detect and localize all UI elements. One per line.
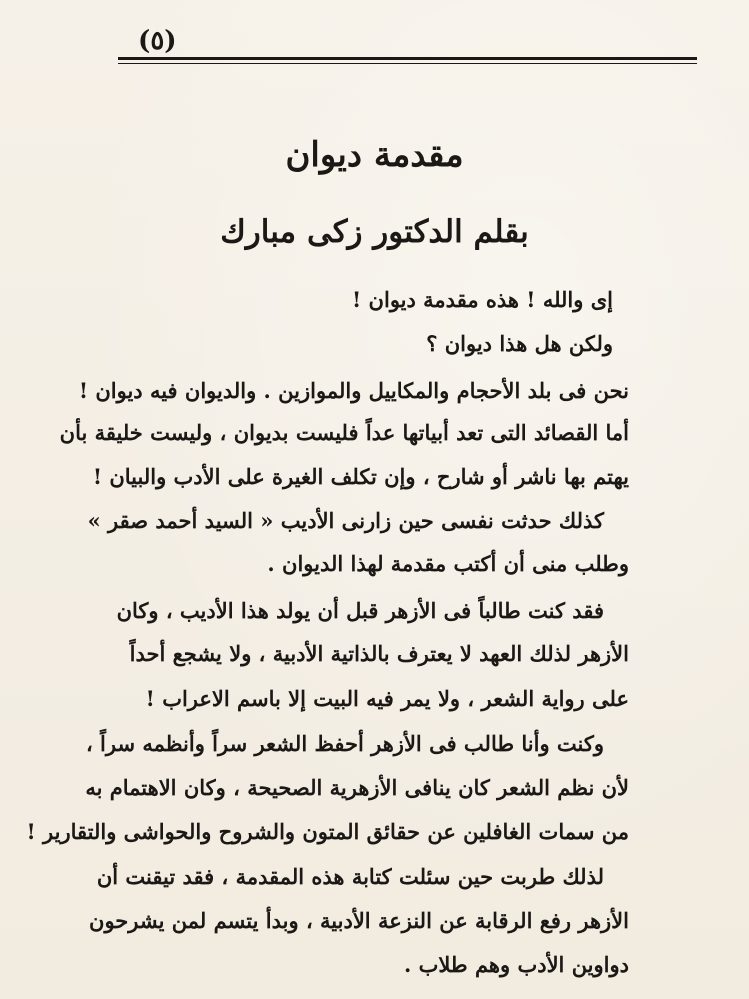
text-line: ولكن هل هذا ديوان ؟	[426, 331, 613, 356]
text-line: وطلب منى أن أكتب مقدمة لهذا الديوان .	[267, 551, 629, 576]
header-rule	[118, 57, 697, 60]
page-number: (٥)	[138, 26, 177, 56]
header-rule-thin	[118, 63, 697, 64]
author-line: بقلم الدكتور زكى مبارك	[220, 214, 529, 250]
text-line: الأزهر رفع الرقابة عن النزعة الأدبية ، وبدأ يتسم لمن يشرحون	[89, 908, 629, 933]
text-line: على رواية الشعر ، ولا يمر فيه البيت إلا باسم الاعراب !	[145, 686, 629, 711]
text-line: نحن فى بلد الأحجام والمكاييل والموازين . والديوان فيه ديوان !	[78, 378, 629, 403]
text-line: يهتم بها ناشر أو شارح ، وإن تكلف الغيرة على الأدب والبيان !	[92, 464, 629, 489]
text-line: لذلك طربت حين سئلت كتابة هذه المقدمة ، فقد تيقنت أن	[96, 864, 604, 889]
text-line: الأزهر لذلك العهد لا يعترف بالذاتية الأدبية ، ولا يشجع أحداً	[129, 641, 629, 666]
text-line: وكنت وأنا طالب فى الأزهر أحفظ الشعر سراً وأنظمه سراً ،	[85, 731, 604, 756]
text-line: من سمات الغافلين عن حقائق المتون والشروح والحواشى والتقارير !	[26, 819, 629, 844]
page-title: مقدمة ديوان	[285, 135, 464, 175]
text-line: لأن نظم الشعر كان ينافى الأزهرية الصحيحة ، وكان الاهتمام به	[85, 775, 629, 800]
text-line: دواوين الأدب وهم طلاب .	[404, 952, 629, 977]
text-line: كذلك حدثت نفسى حين زارنى الأديب « السيد أحمد صقر »	[87, 508, 604, 533]
text-line: فقد كنت طالباً فى الأزهر قبل أن يولد هذا الأديب ، وكان	[116, 598, 604, 623]
text-line: إى والله ! هذه مقدمة ديوان !	[352, 287, 613, 312]
text-line: أما القصائد التى تعد أبياتها عداً فليست بديوان ، وليست خليقة بأن	[59, 420, 629, 445]
